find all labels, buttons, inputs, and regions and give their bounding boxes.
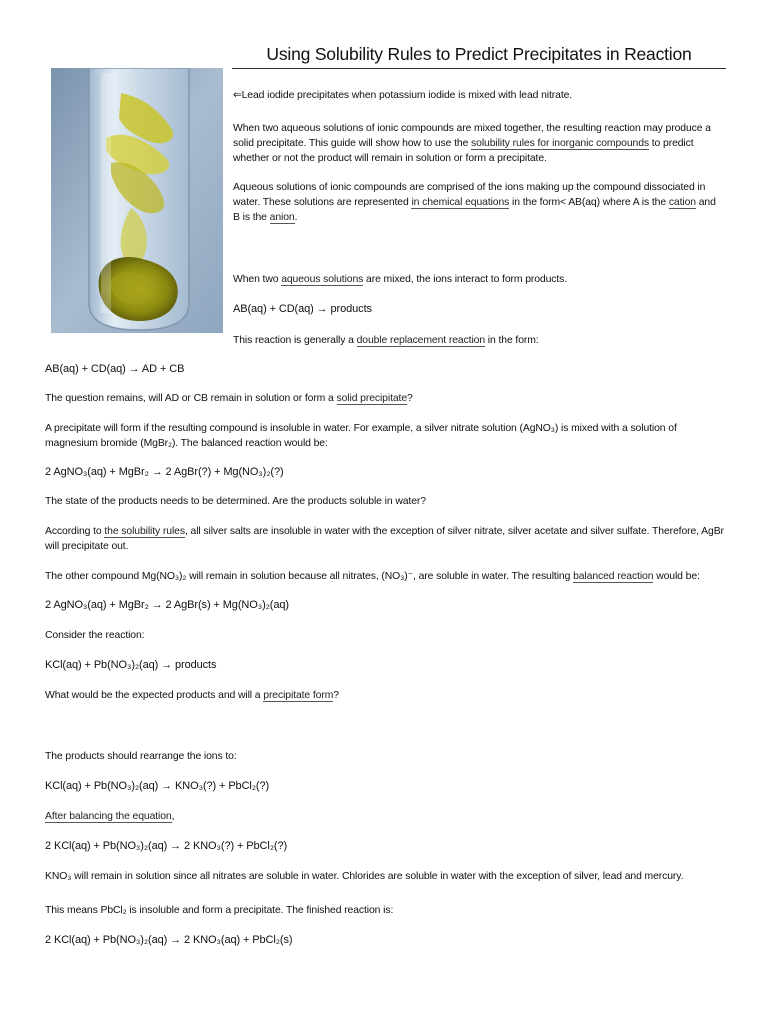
paragraph-consider: Consider the reaction: xyxy=(45,630,145,641)
equation-3: 2 AgNO₃(aq) + MgBr₂ → 2 AgBr(?) + Mg(NO₃)₂(?) xyxy=(45,466,284,478)
equation-2: AB(aq) + CD(aq) → AD + CB xyxy=(45,363,185,375)
paragraph-after-balancing: After balancing the equation, xyxy=(45,811,175,822)
balanced-reaction-link[interactable]: balanced reaction xyxy=(573,571,654,582)
arrow-left-icon: ⇐ xyxy=(233,90,242,101)
paragraph-state-question: The state of the products needs to be determined. Are the products soluble in water? xyxy=(45,496,426,507)
intro-paragraph-1: When two aqueous solutions of ionic compounds are mixed together, the resulting reaction may produce a solid precipitate. This guide will show how to use the solubility rules for inorganic compounds to predict whether or not the product will remain in solution or form a precipitate. xyxy=(233,123,711,164)
precipitate-form-link[interactable]: precipitate form xyxy=(263,690,334,701)
photo-caption: ⇐Lead iodide precipitates when potassium iodide is mixed with lead nitrate. xyxy=(233,90,573,101)
double-replacement-link[interactable]: double replacement reaction xyxy=(356,335,486,346)
cation-link[interactable]: cation xyxy=(668,197,696,208)
the-solubility-rules-link[interactable]: the solubility rules xyxy=(104,526,185,537)
paragraph-kno3: KNO₃ will remain in solution since all nitrates are soluble in water. Chlorides are soluble in water with the exception of silver, lead and mercury. xyxy=(45,871,684,882)
paragraph-solubility-rules: According to the solubility rules, all silver salts are insoluble in water with the exception of silver nitrate, silver acetate and silver sulfate. Therefore, AgBr will precipitate out. xyxy=(45,526,724,552)
paragraph-expected-products: What would be the expected products and will a precipitate form? xyxy=(45,690,339,701)
page-title: Using Solubility Rules to Predict Precipitates in Reaction xyxy=(232,44,726,69)
equation-5: KCl(aq) + Pb(NO₃)₂(aq) → products xyxy=(45,659,217,671)
equation-7: 2 KCl(aq) + Pb(NO₃)₂(aq) → 2 KNO₃(?) + PbCl₂(?) xyxy=(45,840,288,852)
equation-8: 2 KCl(aq) + Pb(NO₃)₂(aq) → 2 KNO₃(aq) + PbCl₂(s) xyxy=(45,934,293,946)
equation-4: 2 AgNO₃(aq) + MgBr₂ → 2 AgBr(s) + Mg(NO₃)₂(aq) xyxy=(45,599,289,611)
anion-link[interactable]: anion xyxy=(269,212,295,223)
paragraph-rearrange: The products should rearrange the ions to: xyxy=(45,751,237,762)
paragraph-precipitate-example: A precipitate will form if the resulting compound is insoluble in water. For example, a silver nitrate solution (AgNO₃) is mixed with a solution of magnesium bromide (MgBr₂). The balanced reaction would be: xyxy=(45,423,677,449)
after-balancing-link[interactable]: After balancing the equation xyxy=(45,811,172,822)
chemical-equations-link[interactable]: in chemical equations xyxy=(411,197,510,208)
test-tube-illustration xyxy=(51,68,223,333)
intro-paragraph-4: This reaction is generally a double replacement reaction in the form: xyxy=(233,335,539,346)
intro-paragraph-2: Aqueous solutions of ionic compounds are comprised of the ions making up the compound dissociated in water. These solutions are represented in chemical equations in the form< AB(aq) where A is the cation and B is the anion. xyxy=(233,182,716,223)
equation-6: KCl(aq) + Pb(NO₃)₂(aq) → KNO₃(?) + PbCl₂(?) xyxy=(45,780,270,792)
question-paragraph: The question remains, will AD or CB remain in solution or form a solid precipitate? xyxy=(45,393,413,404)
paragraph-pbcl2: This means PbCl₂ is insoluble and form a precipitate. The finished reaction is: xyxy=(45,905,394,916)
solid-precipitate-link[interactable]: solid precipitate xyxy=(336,393,407,404)
equation-1: AB(aq) + CD(aq) → products xyxy=(233,303,372,315)
test-tube-photo xyxy=(51,68,223,333)
solubility-rules-link[interactable]: solubility rules for inorganic compounds xyxy=(471,138,649,149)
aqueous-solutions-link[interactable]: aqueous solutions xyxy=(281,274,364,285)
paragraph-nitrates: The other compound Mg(NO₃)₂ will remain in solution because all nitrates, (NO₃)⁻, are soluble in water. The resulting balanced reaction would be: xyxy=(45,571,700,582)
intro-paragraph-3: When two aqueous solutions are mixed, the ions interact to form products. xyxy=(233,274,568,285)
